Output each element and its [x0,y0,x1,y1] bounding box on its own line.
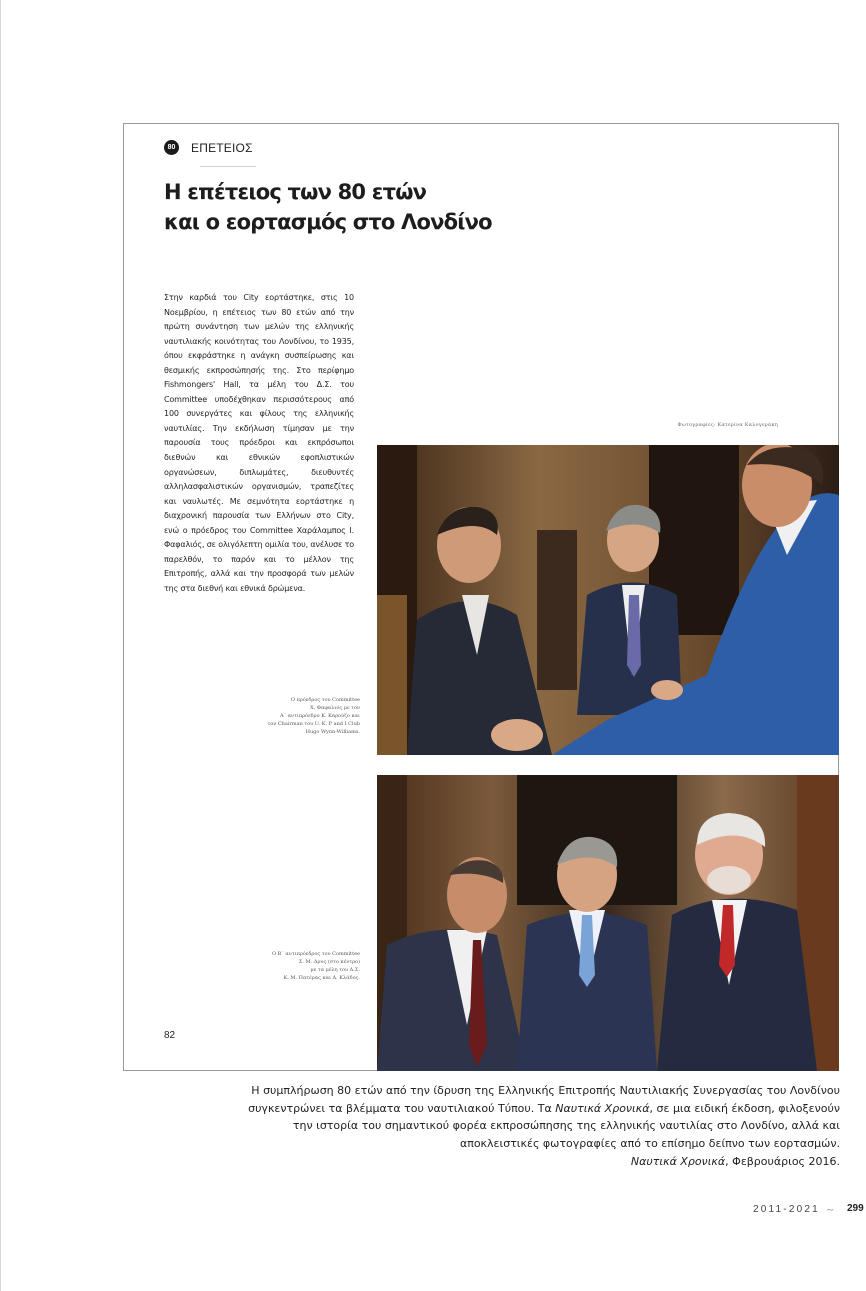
page-description [240,1082,840,1152]
description-italic-title: Ναυτικά Χρονικά [555,1101,650,1115]
caption-2-line-1: Ο Β΄ αντιπρόεδρος του Committee [271,951,360,957]
caption-2-line-3: με τα μέλη του Δ.Σ. [310,967,360,973]
footer-wave-icon: ~ [826,1205,835,1216]
group-photo-graphic [377,775,839,1071]
article-body: Στην καρδιά του City εορτάστηκε, στις 10 Νοεμβρίου, η επέτειος των 80 ετών από την πρώτη συνάντηση των μελών της ελληνικής ναυτιλιακής κοινότητας του Λονδίνου, το 1935, όπου εκφράστηκε η ανάγκη συσπείρωσης και θεσμικής εκπροσώπησής της. Στο περίφημο Fishmongers' Hall, τα μέλη του Δ.Σ. του Committee υποδέχθηκαν περισσότερους από 100 συνεργάτες και φίλους της ελληνικής ναυτιλίας. Την εκδήλωση τίμησαν με την παρουσία τους πρόεδροι και εκπρόσωποι διεθνών και εθνικών εφοπλιστικών οργανώσεων, διπλωμάτες, διευθυντές αλληλασφαλιστικών οργανισμών, τραπεζίτες και ναυλωτές. Με σεμνότητα εορτάστηκε η διαχρονική παρουσία των Ελλήνων στο City, ενώ ο πρόεδρος του Committee Χαράλαμπος Ι. Φαφαλιός, σε ολιγόλεπτη ομιλία του, ανέλυσε το παρελθόν, το παρόν και το μέλλον της Επιτροπής, αλλά και την προσφορά των μελών της στα διεθνή και εθνικά δρώμενα. [164,293,354,593]
page-edge-rule [0,0,1,1291]
section-number-badge: 80 [164,140,179,155]
photo-caption-2 [210,950,360,982]
group-photo [377,775,839,1071]
headline-line-2: και ο εορτασμός στο Λονδίνο [164,210,492,234]
handshake-photo-graphic [377,445,839,755]
article-headline [164,177,584,237]
source-publication: Ναυτικά Χρονικά [630,1155,726,1168]
section-label: ΕΠΕΤΕΙΟΣ [191,140,253,155]
headline-line-1: Η επέτειος των 80 ετών [164,180,427,204]
description-text-1: Η συμπλήρωση 80 ετών από την ίδρυση της Ελληνικής Επιτροπής Ναυτιλιακής Συνεργασίας του Λονδίνου συγκεντρώνει τα βλέμματα του ναυτιλιακού Τύπου. Τα [248,1084,840,1115]
source-date: , Φεβρουάριος 2016. [725,1155,840,1168]
description-text-2: , σε μια ειδική έκδοση, φιλοξενούν την ιστορία του σημαντικού φορέα εκπροσώπησης της ελληνικής ναυτιλίας στο Λονδίνο, αλλά και αποκλειστικές φωτογραφίες από το επίσημο δείπνο των εορτασμών. [292,1101,840,1150]
section-underline [200,166,256,167]
caption-1-line-5: Hugo Wynn-Williams. [305,729,360,735]
photo-caption-1 [210,696,360,736]
caption-1-line-2: Χ. Φαφαλιός με τον [310,705,360,711]
caption-1-line-4: τον Chairman του U. K. P and I Club [267,721,360,727]
magazine-page-scan [123,123,839,1071]
source-citation [631,1155,840,1168]
section-header [164,140,253,155]
caption-1-line-3: Α΄ αντιπρόεδρο Κ. Καρούζο και [279,713,360,719]
footer-years: 2011-2021 [753,1204,820,1215]
handshake-photo [377,445,839,755]
caption-2-line-2: Σ. Μ. Δρυς (στο κέντρο) [298,959,360,965]
inner-page-number: 82 [164,1030,176,1041]
photo-credit: Φωτογραφίες: Κατερίνα Καλογεράκη [677,422,778,428]
caption-2-line-4: Κ. Μ. Πατέρας και Δ. Κλάδος. [283,975,360,981]
footer-page-number: 299 [847,1203,864,1214]
caption-1-line-1: Ο πρόεδρος του Committee [290,697,360,703]
